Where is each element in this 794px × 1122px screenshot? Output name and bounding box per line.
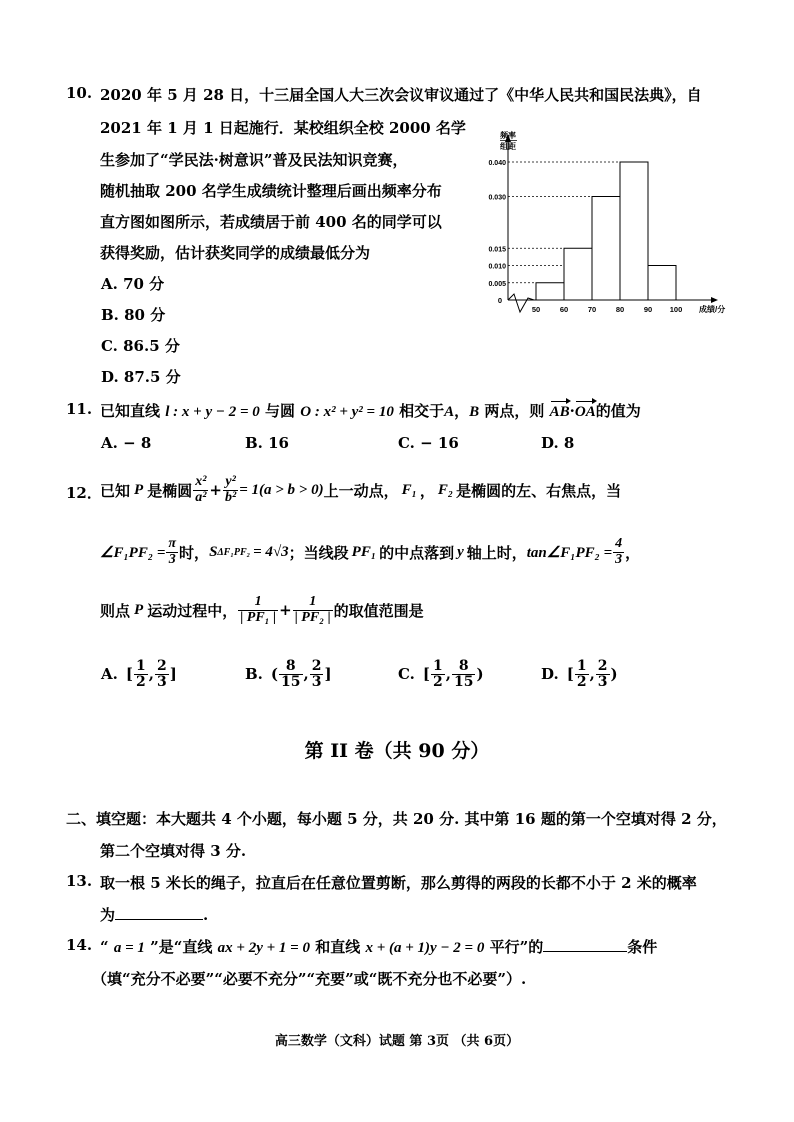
q13-number: 13.	[66, 872, 93, 890]
q13-answer-blank[interactable]	[115, 905, 203, 920]
q12-option-a-d2: 3	[156, 673, 167, 690]
q11-circle-equation: O : x² + y² = 10	[300, 404, 394, 420]
q12-four: 4	[615, 535, 623, 551]
q11-comma: ，	[454, 402, 470, 420]
q12-option-d-comma: ,	[589, 665, 595, 683]
q12-option-b-open: (	[270, 665, 279, 683]
x-tick-label: 60	[559, 305, 569, 314]
q14-post: 平行”的	[489, 938, 544, 956]
q14-post2: 条件	[627, 938, 658, 956]
q12-f1: F₁	[401, 481, 417, 498]
section-title: 第 II 卷（共 90 分）	[304, 740, 490, 762]
q11-mid2: 相交于	[399, 402, 445, 420]
q12-option-d-open: [	[566, 665, 574, 683]
q12-option-d-frac1	[575, 659, 589, 689]
q13-line2	[100, 904, 208, 925]
q12-option-c-close: )	[476, 665, 484, 683]
q12-three2: 3	[615, 551, 623, 567]
q10-line3: 生参加了“学民法·树意识”普及民法知识竞赛，	[100, 151, 408, 169]
q12-x2: x²	[195, 473, 207, 489]
section-intro-line2: 第二个空填对得 3 分.	[100, 842, 247, 860]
q12-frac-pf2	[293, 595, 333, 625]
q12-mid6: 的中点落到	[379, 543, 455, 562]
q14-quote-close: ”是“直线	[150, 938, 213, 956]
q12-frac-pi3	[166, 537, 178, 567]
histogram-bar	[592, 197, 620, 301]
q11-point-b: B	[469, 404, 480, 420]
q12-option-c-label: C.	[398, 665, 415, 683]
histogram-bar	[648, 266, 676, 301]
q12-option-c-d1: 2	[433, 673, 443, 690]
q12-comma2: ，	[625, 543, 641, 562]
q11-pre: 已知直线	[100, 402, 161, 420]
histogram-bar	[536, 283, 564, 300]
q12-line3	[100, 588, 424, 632]
q11-option-c: C. − 16	[398, 434, 459, 452]
q11-vector-ab: AB	[549, 404, 570, 420]
q12-three: 3	[168, 551, 176, 567]
y-tick-label: 0.010	[488, 263, 506, 271]
q12-option-d-close: )	[610, 665, 618, 683]
page-footer: 高三数学（文科）试题 第 3页 （共 6页）	[274, 1034, 520, 1049]
y-tick-label: 0.015	[488, 246, 506, 254]
y-tick-label: 0.030	[488, 194, 506, 202]
q12-option-b	[245, 652, 332, 696]
q12-a2: a²	[195, 489, 207, 505]
q12-option-a-close: ]	[169, 665, 177, 683]
q12-one-a: 1	[238, 595, 278, 611]
frequency-histogram	[488, 128, 740, 328]
q12-frac-y	[223, 475, 238, 505]
q11-option-d: D. 8	[541, 434, 575, 452]
q14-a-equals: a = 1	[113, 940, 145, 956]
q12-f2: F₂	[437, 481, 454, 498]
q12-option-c-n2: 8	[452, 659, 475, 675]
q12-mid1: 是椭圆	[147, 481, 193, 500]
q12-pf1: PF₁	[351, 543, 377, 560]
x-tick-label: 50	[531, 305, 541, 314]
q12-option-c-n1: 1	[433, 657, 443, 674]
q12-option-d-d2: 3	[597, 673, 608, 690]
q12-option-c-open: [	[422, 665, 431, 683]
q14-quote-open: “	[100, 938, 109, 956]
q12-mid4: 时，	[179, 543, 210, 562]
q10-line1: 2020 年 5 月 28 日，十三届全国人大三次会议审议通过了《中华人民共和国民法典》，自	[100, 86, 702, 104]
q12-line3-post: 的取值范围是	[333, 601, 424, 620]
q14-line1	[100, 936, 657, 957]
q12-mid5: ；当线段	[288, 543, 349, 562]
q12-option-c-comma: ,	[445, 665, 451, 683]
x-axis-arrow	[711, 297, 718, 303]
q12-option-d-frac2	[596, 659, 610, 689]
y-tick-label: 0.005	[488, 280, 506, 288]
q10-option-c: C. 86.5 分	[101, 337, 180, 355]
q12-s-sub: ΔF₁PF₂	[217, 546, 251, 558]
q12-frac-43	[613, 537, 624, 567]
q12-option-c-frac1	[431, 659, 445, 689]
q12-option-a-n1: 1	[135, 657, 146, 674]
q12-option-d-label: D.	[541, 665, 559, 683]
q12-line3-pre: 则点	[100, 601, 131, 620]
q12-plus: +	[209, 481, 222, 499]
q10-option-a: A. 70 分	[101, 275, 165, 293]
section-intro-line1: 二、填空题：本大题共 4 个小题，每小题 5 分，共 20 分. 其中第 16 题的第一个空填对得 2 分，	[66, 810, 727, 828]
q11-line-equation: l : x + y − 2 = 0	[165, 404, 260, 420]
q12-option-b-close: ]	[324, 665, 332, 683]
q12-option-b-label: B.	[245, 665, 263, 683]
axis-break	[508, 294, 534, 312]
q13-line1: 取一根 5 米长的绳子，拉直后在任意位置剪断，那么剪得的两段的长都不小于 2 米的概率	[100, 874, 697, 892]
q14-and: 和直线	[315, 938, 361, 956]
q12-p: P	[134, 481, 144, 498]
q14-line1-equation: ax + 2y + 1 = 0	[217, 940, 310, 956]
q12-option-b-frac1	[279, 659, 302, 689]
q12-option-b-n1: 8	[279, 659, 302, 675]
q12-mid2: 上一动点，	[323, 481, 399, 500]
q12-abs-pf1: | PF₁ |	[240, 609, 277, 625]
q12-s: S	[209, 543, 218, 560]
q12-tan: tan∠F₁PF₂ =	[526, 544, 613, 561]
q12-angle: ∠F₁PF₂ =	[100, 544, 166, 561]
q10-line6: 获得奖励，估计获奖同学的成绩最低分为	[100, 244, 371, 262]
q12-mid3: 是椭圆的左、右焦点，当	[456, 481, 622, 500]
q11-stem	[100, 400, 641, 421]
q12-mid7: 轴上时，	[466, 543, 527, 562]
q12-option-d-n2: 2	[597, 657, 608, 674]
q12-abs-pf2: | PF₂ |	[294, 609, 331, 625]
q12-line1	[100, 468, 621, 512]
q10-line4: 随机抽取 200 名学生成绩统计整理后画出频率分布	[100, 182, 442, 200]
q12-ellipse-rest: = 1(a > b > 0)	[239, 481, 324, 498]
q12-option-a-d1: 2	[135, 673, 146, 690]
q12-option-b-frac2	[310, 659, 324, 689]
histogram-bar	[620, 162, 648, 300]
histogram-bar	[564, 248, 592, 300]
q12-option-d	[541, 652, 618, 696]
q12-number: 12．	[66, 484, 102, 502]
q14-answer-blank[interactable]	[543, 937, 627, 952]
q12-s-value: = 4√3	[253, 543, 289, 560]
x-tick-label: 90	[643, 305, 653, 314]
q12-one-b: 1	[293, 595, 333, 611]
q11-post: 的值为	[595, 402, 641, 420]
q11-mid3: 两点，则	[484, 402, 545, 420]
x-tick-label: 100	[669, 305, 683, 314]
q12-option-a-open: [	[125, 665, 133, 683]
q12-pre: 已知	[100, 481, 131, 500]
q14-line2-equation: x + (a + 1)y − 2 = 0	[365, 940, 485, 956]
q10-option-d: D. 87.5 分	[101, 368, 181, 386]
q11-dot: ·	[569, 402, 575, 420]
q12-option-b-comma: ,	[303, 665, 309, 683]
q12-frac-pf1	[238, 595, 278, 625]
q12-option-b-d1: 15	[281, 673, 301, 690]
q11-point-a: A	[444, 404, 455, 420]
origin-label: 0	[497, 296, 502, 305]
y-axis-label-numerator: 频率	[500, 131, 516, 140]
x-axis-label: 成绩/分	[699, 305, 726, 314]
q12-option-a-n2: 2	[156, 657, 167, 674]
q11-mid1: 与圆	[265, 402, 296, 420]
q12-option-a	[101, 652, 177, 696]
q12-line3-p: P	[134, 601, 144, 618]
q12-y2: y²	[223, 475, 238, 491]
q13-line2-post: .	[203, 906, 209, 924]
q11-option-a: A. − 8	[101, 434, 152, 452]
q12-option-b-n2: 2	[311, 657, 322, 674]
q12-frac-x	[193, 475, 208, 505]
q12-option-a-frac1	[134, 659, 148, 689]
q12-y: y	[457, 543, 464, 560]
q12-option-a-comma: ,	[148, 665, 154, 683]
q14-number: 14.	[66, 936, 93, 954]
q10-line5: 直方图如图所示，若成绩居于前 400 名的同学可以	[100, 213, 442, 231]
q12-option-a-label: A.	[101, 665, 118, 683]
q12-plus2: +	[279, 601, 292, 619]
q10-number: 10.	[66, 84, 93, 102]
q11-option-b: B. 16	[245, 434, 289, 452]
q13-line2-pre: 为	[100, 906, 116, 924]
q12-comma: ，	[419, 481, 435, 500]
q14-line2: （填“充分不必要”“必要不充分”“充要”或“既不充分也不必要”）.	[92, 970, 527, 988]
q10-line2: 2021 年 1 月 1 日起施行．某校组织全校 2000 名学	[100, 119, 466, 137]
q11-number: 11.	[66, 400, 93, 418]
q12-line3-mid: 运动过程中，	[147, 601, 238, 620]
q10-option-b: B. 80 分	[101, 306, 166, 324]
q12-option-c	[398, 652, 484, 696]
q12-option-d-d1: 2	[576, 673, 587, 690]
q12-option-b-d2: 3	[311, 673, 322, 690]
q12-option-c-frac2	[452, 659, 475, 689]
y-axis-label-denominator: 组距	[500, 142, 516, 151]
q12-line2	[100, 530, 640, 574]
q11-vector-oa: OA	[574, 404, 596, 420]
q12-option-c-d2: 15	[454, 673, 474, 690]
q12-pi: π	[168, 535, 177, 551]
x-tick-label: 70	[587, 305, 597, 314]
q12-option-d-n1: 1	[576, 657, 587, 674]
q12-option-a-frac2	[155, 659, 169, 689]
x-tick-label: 80	[615, 305, 625, 314]
y-tick-label: 0.040	[488, 160, 506, 167]
q12-b2: b²	[224, 489, 237, 505]
